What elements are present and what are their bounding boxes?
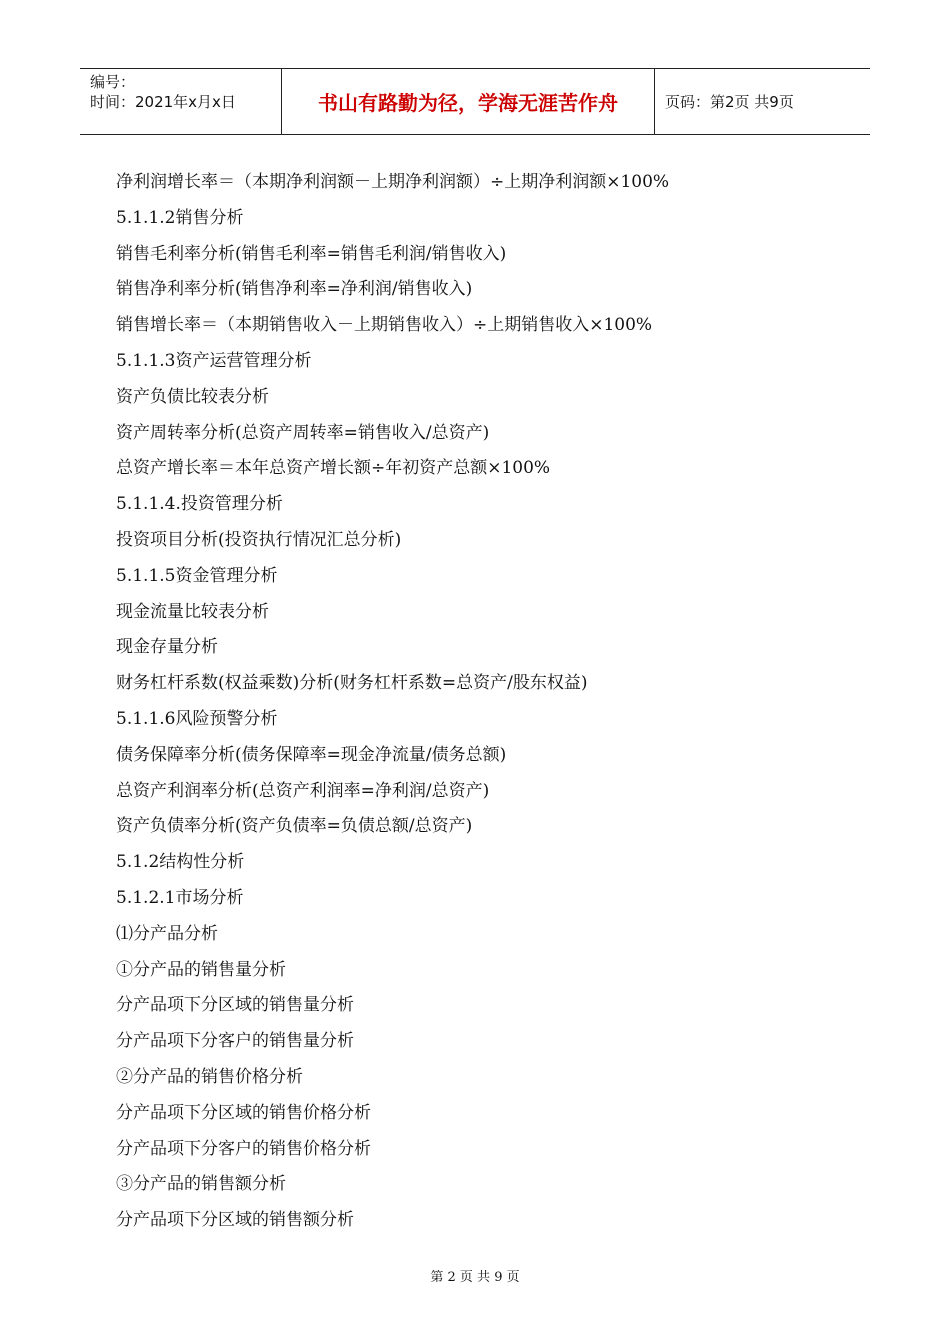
section-heading: 5.1.1.3资产运营管理分析 (116, 350, 312, 371)
page-footer: 第 2 页 共 9 页 (430, 1270, 520, 1285)
text-line: 净利润增长率＝（本期净利润额－上期净利润额）÷上期净利润额×100% (116, 172, 670, 192)
list-item: ⑴分产品分析 (116, 923, 218, 944)
list-item: ①分产品的销售量分析 (116, 959, 286, 980)
list-item: ②分产品的销售价格分析 (116, 1066, 303, 1087)
section-heading: 5.1.2结构性分析 (116, 852, 245, 873)
text-line: 资产负债率分析(资产负债率=负债总额/总资产) (116, 816, 473, 837)
text-line: 现金存量分析 (116, 637, 218, 658)
text-line: 资产周转率分析(总资产周转率=销售收入/总资产) (116, 422, 490, 443)
text-line: 现金流量比较表分析 (116, 601, 269, 622)
document-number-label: 编号： (90, 73, 136, 91)
header-meta (80, 69, 282, 134)
text-line: 销售增长率＝（本期销售收入－上期销售收入）÷上期销售收入×100% (116, 315, 653, 336)
section-heading: 5.1.1.4.投资管理分析 (116, 494, 283, 515)
text-line: 总资产增长率＝本年总资产增长额÷年初资产总额×100% (116, 458, 551, 479)
text-line: 分产品项下分客户的销售价格分析 (116, 1138, 371, 1159)
document-date: 时间：2021年x月x日 (90, 93, 236, 111)
text-line: 分产品项下分客户的销售量分析 (116, 1031, 354, 1052)
header-page-info: 页码：第2页 共9页 (665, 93, 794, 111)
text-line: 投资项目分析(投资执行情况汇总分析) (116, 529, 402, 550)
text-line: 债务保障率分析(债务保障率=现金净流量/债务总额) (116, 744, 507, 765)
text-line: 资产负债比较表分析 (116, 386, 269, 407)
text-line: 销售毛利率分析(销售毛利率=销售毛利润/销售收入) (116, 243, 507, 264)
section-heading: 5.1.1.2销售分析 (116, 207, 244, 228)
section-heading: 5.1.1.5资金管理分析 (116, 565, 278, 586)
text-line: 财务杠杆系数(权益乘数)分析(财务杠杆系数=总资产/股东权益) (116, 673, 588, 694)
document-body (116, 165, 836, 1239)
text-line: 销售净利率分析(销售净利率=净利润/销售收入) (116, 279, 473, 300)
list-item: ③分产品的销售额分析 (116, 1174, 286, 1195)
section-heading: 5.1.2.1市场分析 (116, 887, 244, 908)
section-heading: 5.1.1.6风险预警分析 (116, 708, 278, 729)
page-header (80, 68, 870, 135)
text-line: 总资产利润率分析(总资产利润率=净利润/总资产) (116, 780, 490, 801)
text-line: 分产品项下分区域的销售量分析 (116, 995, 354, 1016)
text-line: 分产品项下分区域的销售额分析 (116, 1210, 354, 1231)
text-line: 分产品项下分区域的销售价格分析 (116, 1102, 371, 1123)
header-motto: 书山有路勤为径，学海无涯苦作舟 (282, 69, 655, 134)
